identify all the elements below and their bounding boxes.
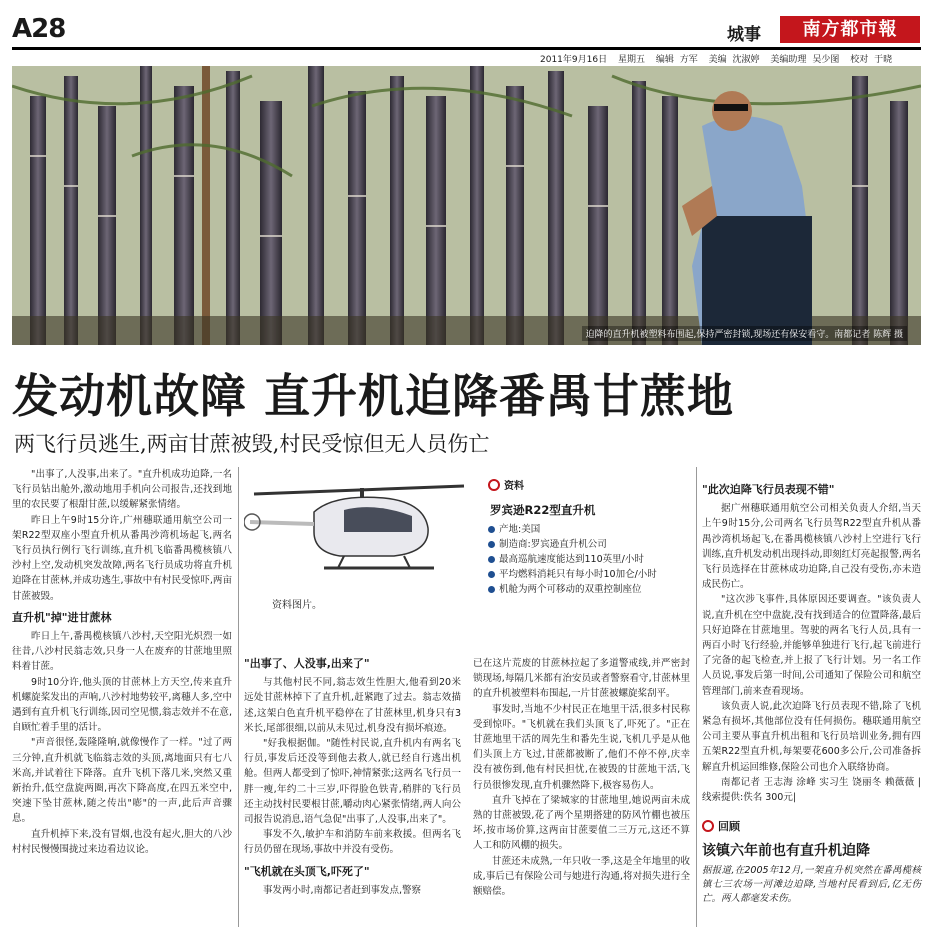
article-column-2: [244, 656, 461, 898]
credit-art: 沈淑婷: [732, 55, 760, 65]
news-photo-sugarcane-field: [12, 66, 921, 345]
paragraph: 昨日上午,番禺榄核镇八沙村,天空阳光炽烈一如往昔,八沙村民翁志效,只身一人在废弃的甘蔗地里照料着甘蔗。: [12, 631, 232, 673]
paragraph: 9时10分许,他头顶的甘蔗林上方天空,传来直升机螺旋桨发出的声响,八沙村地势较平,离穗人多,空中遇到有直升机飞行训练,因司空见惯,翁志效并不在意,自顾忙着手里的活计。: [12, 676, 232, 734]
credit-label-art: 美编: [708, 55, 727, 65]
list-item: [488, 552, 688, 567]
review-tag: [702, 818, 921, 834]
bullet-icon: [488, 541, 495, 548]
credit-art-assist: 吴少图: [812, 55, 840, 65]
list-item: [488, 522, 688, 537]
list-item: [488, 567, 688, 582]
paragraph: 该负责人说,此次迫降飞行员表现不错,除了飞机紧急有损坏,其他部位没有任何损伤。穗联通用航空公司主要从事直升机出租和飞行员培训业务,拥有四五架R22型直升机,每架要花600多公斤,公司准备拆解直升机运回维修,保险公司也介入联络协商。: [702, 700, 921, 773]
paragraph: 直升机掉下来,没有冒烟,也没有起火,胆大的八沙村村民慢慢围拢过来边看边议论。: [12, 828, 232, 855]
paragraph: 事发时,当地不少村民正在地里干活,很多村民称受到惊吓。"飞机就在我们头顶飞了,吓死了。"正在甘蔗地里干活的周先生和番先生说,飞机几乎是从他们头顶上方飞过,甘蔗都被断了,他们不停不停,庆幸没有被伤到,他有村民担忧,在被毁的甘蔗地干活,飞行员很惨发现,直升机骤然降下,极容易伤人。: [473, 703, 690, 791]
credit-date: 2011年9月16日: [540, 55, 608, 65]
ring-icon: [488, 479, 500, 491]
article-column-4: [702, 482, 921, 805]
list-item-text: 最高巡航速度能达到110英里/小时: [499, 554, 644, 565]
review-box: [702, 818, 921, 906]
paragraph: 昨日上午9时15分许,广州穗联通用航空公司一架R22型双座小型直升机从番禺沙湾机场起飞,两名飞行员执行例行飞行训练,直升机飞临番禺榄核镇八沙村上空,发动机突发故障,两名飞行员成功将直升机迫降在甘蔗林,并成功逃生,事故中有村民受惊吓,两亩甘蔗被毁。: [12, 514, 232, 602]
review-title: 该镇六年前也有直升机迫降: [702, 843, 870, 859]
byline: 南都记者 王志海 涂峰 实习生 饶丽冬 赖薇薇 |线索提供:佚名 300元|: [702, 776, 921, 804]
list-item-text: 机舱为两个可移动的双重控制座位: [499, 584, 642, 595]
paragraph: 直升飞掉在了梁城家的甘蔗地里,她说两亩未成熟的甘蔗被毁,花了两个星期搭建的防风竹棚也被压坏,按市场价算,这两亩甘蔗要值二三万元,这还不算人工和防风棚的损失。: [473, 794, 690, 852]
paragraph: "好我根据伽。"随性村民说,直升机内有两名飞行员,事发后还没等到他去救人,就已经自行逃出机舱。但两人都受到了惊吓,神情紧张;这两名飞行员一胖一瘦,年约二十三岁,吓得脸色铁青,稍胖的飞行员还主动找村民要根甘蔗,嚼动肉心紧张情绪,两人向公司报告说消息,语气急促"出事了,人没事,出来了"。: [244, 738, 461, 826]
helicopter-icon: [244, 472, 476, 592]
list-item-text: 产地:美国: [499, 524, 541, 535]
review-text: 据报道,在2005年12月,一架直升机突然在番禺榄核镇七三农场一河滩边迫降,当地村民看到后,亿无伤亡。两人都毫发未伤。: [702, 865, 921, 904]
paragraph: 据广州穗联通用航空公司相关负责人介绍,当天上午9时15分,公司两名飞行员驾R22型直升机从番禺沙湾机场起飞,在番禺榄核镇八沙村上空进行飞行训练,直升机发动机出现抖动,即刻红灯亮起报警,两名飞行员选择在甘蔗林成功迫降,自己没有受伤,亦未造成民伤亡。: [702, 503, 921, 591]
section-subtitle: "飞机就在头顶飞,吓死了": [244, 864, 370, 878]
info-title: 罗宾逊R22型直升机: [490, 503, 596, 517]
bullet-icon: [488, 556, 495, 563]
paragraph: 与其他村民不同,翁志效生性胆大,他看到20米远处甘蔗林掉下了直升机,赶紧跑了过去。翁志效描述,这架白色直升机平稳停在了甘蔗林里,机身只有3米长,尾部很细,以前从未见过,机身没有损坏痕迹。: [244, 677, 461, 734]
info-box: [244, 472, 690, 640]
info-tag: [488, 477, 688, 492]
list-item: [488, 582, 688, 597]
bullet-icon: [488, 571, 495, 578]
list-item-text: 制造商:罗宾逊直升机公司: [499, 539, 607, 550]
info-tag-label: 资料: [504, 481, 524, 492]
info-panel: [488, 477, 688, 597]
paragraph: "出事了,人没事,出来了。"直升机成功迫降,一名飞行员钻出舱外,激动地用手机向公司报告,还找到地里的农民要了根甜甘蔗,以缓解紧张情绪。: [12, 469, 232, 511]
article-column-1: [12, 467, 232, 857]
subheadline: 两飞行员逃生,两亩甘蔗被毁,村民受惊但无人员伤亡: [14, 432, 490, 456]
credits-line: [540, 52, 892, 65]
page-number: A28: [12, 14, 66, 44]
paragraph: 已在这片荒废的甘蔗林拉起了多道警戒线,并严密封锁现场,每隔几米都有治安员或者警察看守,甘蔗林里的直升机被塑料布围起,一片甘蔗被螺旋桨刮平。: [473, 658, 690, 700]
credit-proof: 于晓: [874, 55, 893, 65]
image-caption: 资料图片。: [272, 600, 322, 611]
bullet-icon: [488, 526, 495, 533]
headline: 发动机故障 直升机迫降番禺甘蔗地: [12, 369, 735, 423]
section-subtitle: 直升机"掉"进甘蔗林: [12, 610, 112, 624]
paragraph: 事发不久,敏护车和消防车前来救援。但两名飞行员仍留在现场,事故中并没有受伤。: [244, 829, 461, 856]
section-name: 城事: [727, 25, 761, 45]
column-divider: [696, 467, 697, 927]
section-subtitle: "此次迫降飞行员表现不错": [702, 483, 835, 496]
header-rule: [12, 47, 921, 50]
ring-icon: [702, 820, 714, 832]
photo-caption: 迫降的直升机被塑料布围起,保持严密封锁,现场还有保安看守。南都记者 陈辉 摄: [582, 326, 907, 341]
credit-label-editor: 编辑: [655, 55, 674, 65]
article-column-3: [473, 656, 690, 899]
paragraph: "这次涉飞事件,具体原因还要调查。"该负责人说,直升机在空中盘旋,没有找到适合的位置降落,最后只好迫降在甘蔗地里。驾驶的两名飞行人员,具有一两百小时飞行经验,并能够单独进行飞行,起飞前进行了完备的起飞检查,并上报了飞行计划。另一名工作人员说,事发后第一时间,公司通知了保险公司和航空管理部门,前来查看现场。: [702, 594, 921, 697]
column-divider: [238, 467, 239, 927]
credit-label-art-assist: 美编助理: [770, 55, 807, 65]
bullet-icon: [488, 586, 495, 593]
masthead-logo: 南方都市報: [780, 16, 920, 43]
paragraph: 甘蔗还未成熟,一年只收一季,这是全年地里的收成,事后已有保险公司与她进行沟通,将对损失进行全额赔偿。: [473, 855, 690, 898]
paragraph: 事发两小时,南都记者赶到事发点,警察: [263, 884, 422, 896]
credit-editor: 方军: [679, 55, 698, 65]
list-item-text: 平均燃料消耗只有每小时10加仑/小时: [499, 569, 657, 580]
list-item: [488, 537, 688, 552]
photo-illustration: [12, 66, 921, 345]
credit-weekday: 星期五: [617, 55, 645, 65]
paragraph: "声音很怪,轰隆隆响,就像慢作了一样。"过了两三分钟,直升机就飞临翁志效的头顶,离地面只有七八米高,并试着往下降落。直升飞机下落几米,突然又重新抬升,低空盘旋两圈,再次下降高度,在四五米空中,突速下坠甘蔗林,随之传出"嘭"的一声,此后声音骤息。: [12, 737, 232, 825]
helicopter-image: [244, 472, 476, 640]
credit-label-proof: 校对: [850, 55, 869, 65]
section-subtitle: "出事了、人没事,出来了": [244, 657, 370, 670]
review-tag-label: 回顾: [718, 820, 740, 833]
